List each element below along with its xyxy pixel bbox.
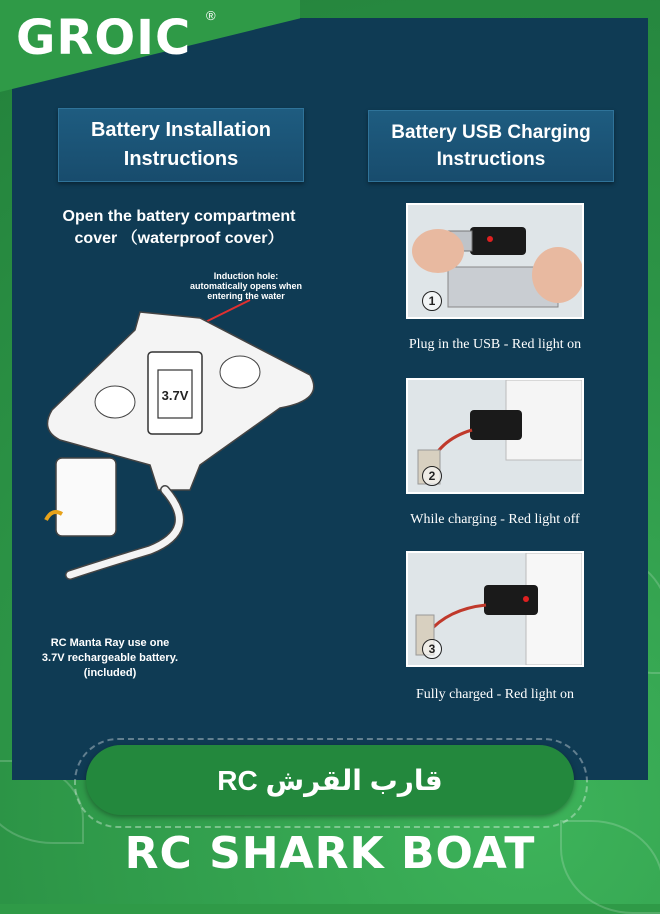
title-text: Battery Installation Instructions — [90, 119, 272, 170]
registered-mark: ® — [206, 8, 216, 23]
battery-installation-title — [58, 108, 304, 182]
step-number: 3 — [422, 639, 442, 659]
logo-text: GROIC — [16, 10, 192, 66]
title-text: Battery USB Charging Instructions — [391, 122, 591, 170]
step-3-photo — [406, 551, 584, 667]
fin-left — [95, 386, 135, 418]
manta-battery-caption: RC Manta Ray use one 3.7V rechargeable battery. (included) — [41, 637, 179, 679]
step-number: 1 — [422, 291, 442, 311]
open-cover-caption: Open the battery compartment cover （waterproof cover） — [62, 208, 296, 247]
step-caption: Fully charged - Red light on — [416, 687, 574, 702]
product-title: RC SHARK BOAT — [124, 828, 536, 879]
banner-text: قارب القرش RC — [217, 764, 443, 796]
usb-charging-title — [368, 110, 614, 182]
arabic-title-banner — [86, 745, 574, 815]
step-caption: Plug in the USB - Red light on — [408, 337, 582, 352]
manta-ray-illustration — [40, 290, 330, 590]
fin-right — [220, 356, 260, 388]
step-1-photo — [406, 203, 584, 319]
battery-label: 3.7V — [161, 388, 189, 403]
step-caption: While charging - Red light off — [410, 512, 580, 527]
step-number: 2 — [422, 466, 442, 486]
waterproof-cover — [56, 458, 116, 536]
step-2-photo — [406, 378, 584, 494]
brand-logo — [16, 8, 191, 68]
induction-hole-caption: Induction hole: automatically opens when entering the water — [189, 271, 303, 301]
